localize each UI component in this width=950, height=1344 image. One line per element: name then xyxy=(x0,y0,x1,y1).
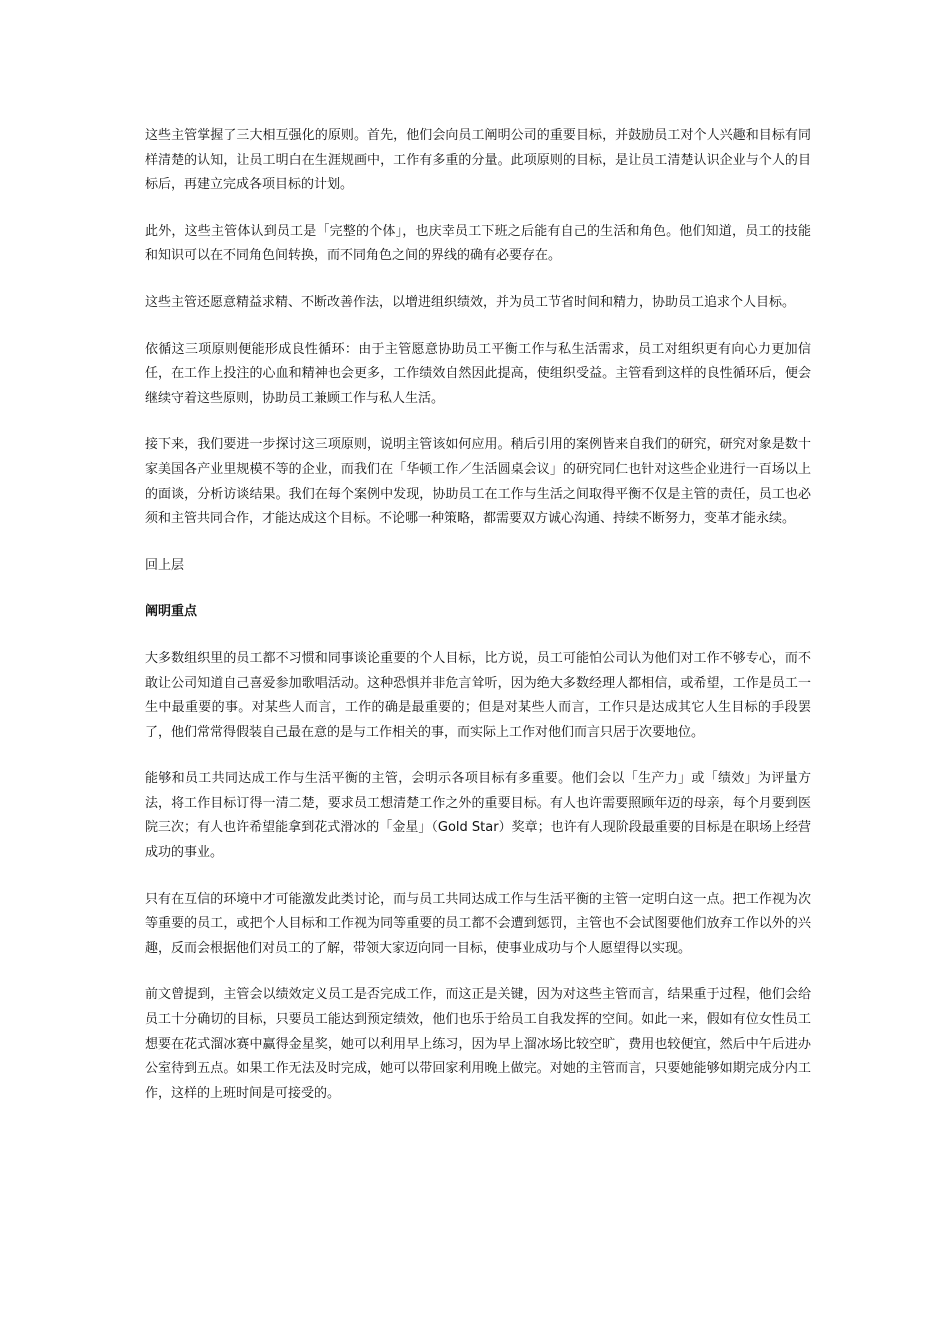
back-to-top-link[interactable]: 回上层 xyxy=(145,557,185,573)
paragraph-trust: 只有在互信的环境中才可能激发此类讨论，而与员工共同达成工作与生活平衡的主管一定明白这一点。把工作视为次等重要的员工，或把个人目标和工作视为同等重要的员工都不会遭到惩罚，主管也不会试图要他们放弃工作以外的兴趣，反而会根据他们对员工的了解，带领大家迈向同一目标，使事业成功与个人愿望得以实现。 xyxy=(145,891,811,956)
section-heading: 阐明重点 xyxy=(145,604,198,620)
paragraph-personal-goals: 大多数组织里的员工都不习惯和同事谈论重要的个人目标，比方说，员工可能怕公司认为他们对工作不够专心，而不敢让公司知道自己喜爱参加歌唱活动。这种恐惧并非危言耸听，因为绝大多数经理人都相信，或希望，工作是员工一生中最重要的事。对某些人而言，工作的确是最重要的；但是对某些人而言，工作只是达成其它人生目标的手段罢了，他们常常得假装自己最在意的是与工作相关的事，而实际上工作对他们而言只居于次要地位。 xyxy=(145,650,811,740)
paragraph-improve-practices: 这些主管还愿意精益求精、不断改善作法，以增进组织绩效，并为员工节省时间和精力，协助员工追求个人目标。 xyxy=(145,294,796,310)
paragraph-whole-person: 此外，这些主管体认到员工是「完整的个体」，也庆幸员工下班之后能有自己的生活和角色。他们知道，员工的技能和知识可以在不同角色间转换，而不同角色之间的界线的确有必要存在。 xyxy=(145,223,811,264)
paragraph-principles: 这些主管掌握了三大相互强化的原则。首先，他们会向员工阐明公司的重要目标，并鼓励员工对个人兴趣和目标有同样清楚的认知，让员工明白在生涯规画中，工作有多重的分量。此项原则的目标，是让员工清楚认识企业与个人的目标后，再建立完成各项目标的计划。 xyxy=(145,128,811,193)
paragraph-virtuous-cycle: 依循这三项原则便能形成良性循环：由于主管愿意协助员工平衡工作与私生活需求，员工对组织更有向心力更加信任，在工作上投注的心血和精神也会更多，工作绩效自然因此提高，使组织受益。主管看到这样的良性循环后，便会继续守着这些原则，协助员工兼顾工作与私人生活。 xyxy=(145,341,811,406)
paragraph-research-method: 接下来，我们要进一步探讨这三项原则，说明主管该如何应用。稍后引用的案例皆来自我们的研究，研究对象是数十家美国各产业里规模不等的企业，而我们在「华顿工作／生活圆桌会议」的研究同仁也针对这些企业进行一百场以上的面谈，分析访谈结果。我们在每个案例中发现，协助员工在工作与生活之间取得平衡不仅是主管的责任，员工也必须和主管共同合作，才能达成这个目标。不论哪一种策略，都需要双方诚心沟通、持续不断努力，变革才能永续。 xyxy=(145,437,811,527)
document-body xyxy=(145,124,811,1128)
paragraph-clarify-goals: 能够和员工共同达成工作与生活平衡的主管，会明示各项目标有多重要。他们会以「生产力」或「绩效」为评量方法，将工作目标订得一清二楚，要求员工想清楚工作之外的重要目标。有人也许需要照顾年迈的母亲，每个月要到医院三次；有人也许希望能拿到花式滑冰的「金星」（Gold Star）奖章；也许有人现阶段最重要的目标是在职场上经营成功的事业。 xyxy=(145,771,811,861)
paragraph-performance: 前文曾提到，主管会以绩效定义员工是否完成工作，而这正是关键，因为对这些主管而言，结果重于过程，他们会给员工十分确切的目标，只要员工能达到预定绩效，他们也乐于给员工自我发挥的空间。如此一来，假如有位女性员工想要在花式溜冰赛中赢得金星奖，她可以利用早上练习，因为早上溜冰场比较空旷，费用也较便宜，然后中午后进办公室待到五点。如果工作无法及时完成，她可以带回家利用晚上做完。对她的主管而言，只要她能够如期完成分内工作，这样的上班时间是可接受的。 xyxy=(145,987,811,1101)
